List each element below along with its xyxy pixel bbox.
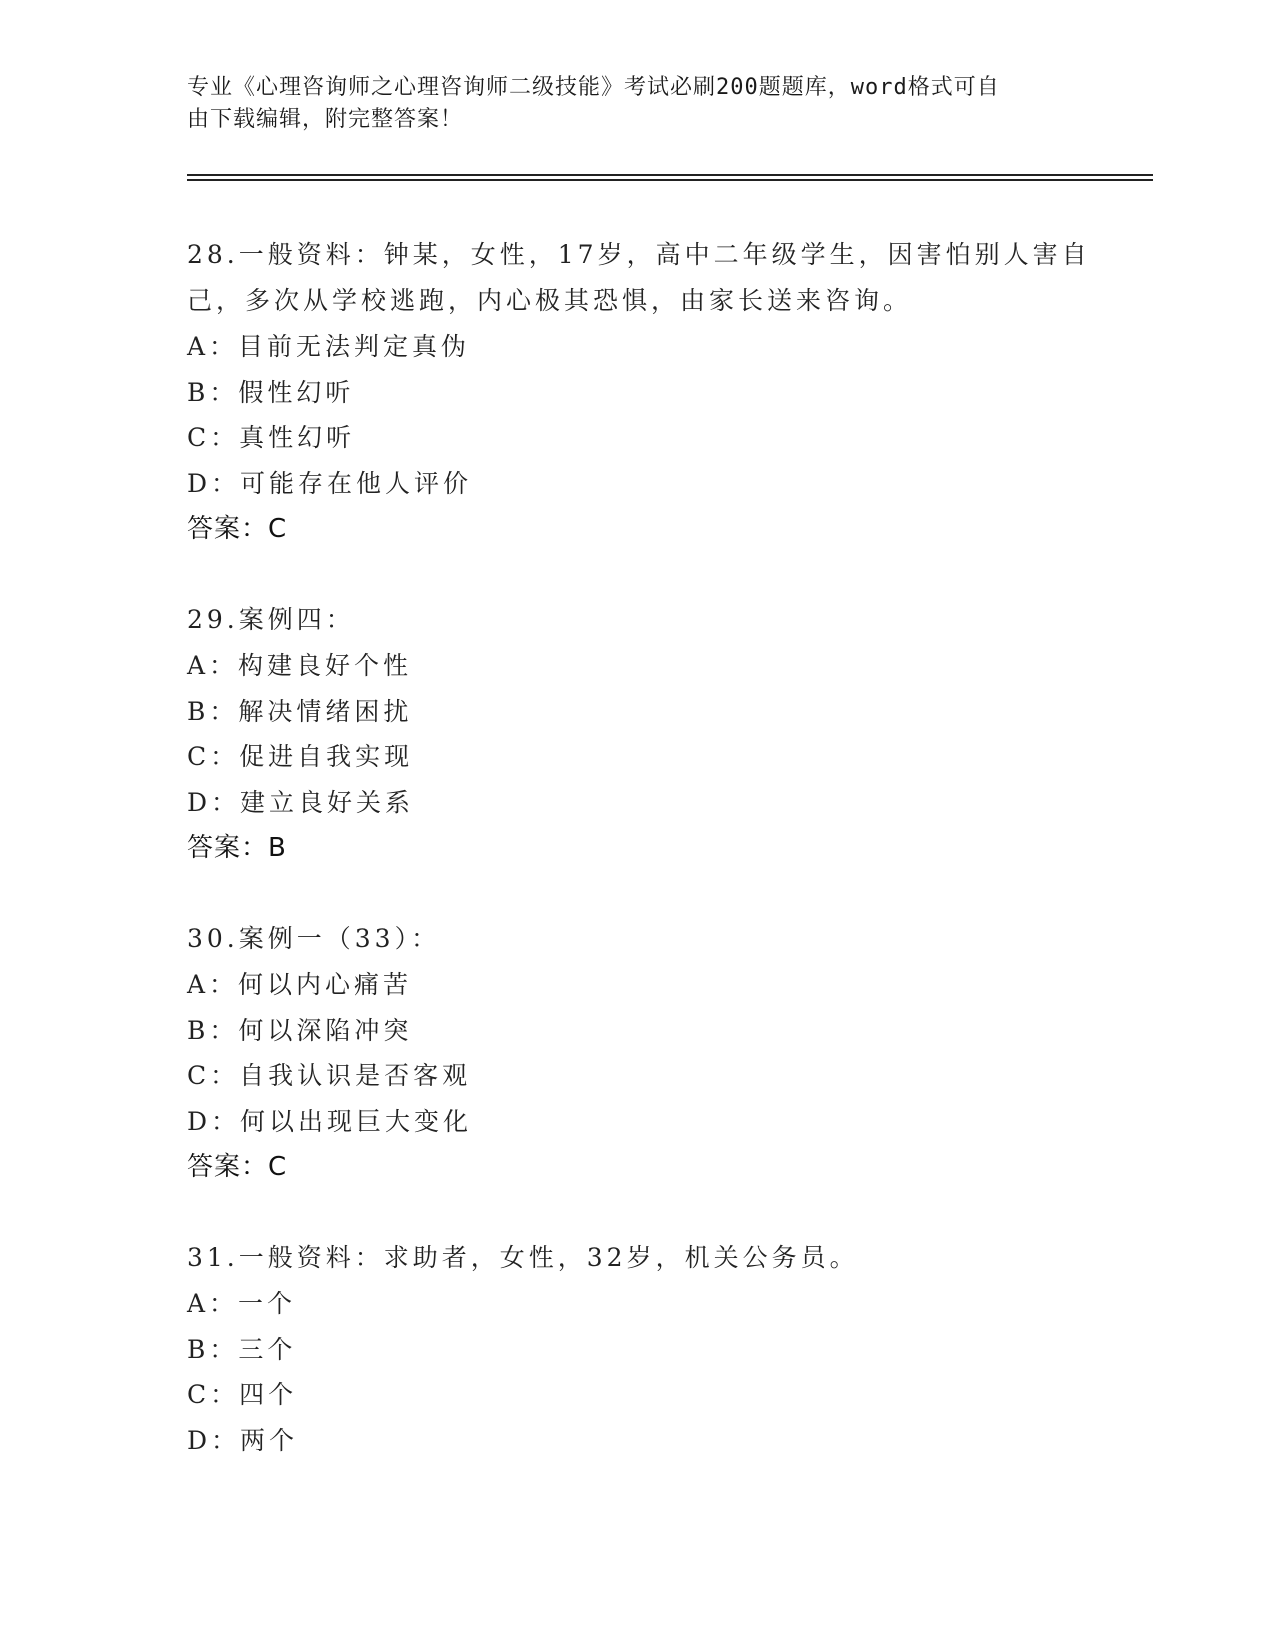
option-a: A：目前无法判定真伪 [187, 332, 471, 361]
option-d: D：建立良好关系 [187, 787, 415, 817]
question-stem: 31.一般资料：求助者，女性，32岁，机关公务员。 [187, 1243, 859, 1272]
option-d: D：可能存在他人评价 [187, 468, 473, 498]
option-a: A：何以内心痛苦 [187, 970, 413, 999]
question-31 [187, 1235, 1107, 1463]
option-d: D：两个 [187, 1425, 299, 1455]
header-divider-top [187, 174, 1153, 176]
question-stem-continued: 己，多次从学校逃跑，内心极其恐惧，由家长送来咨询。 [187, 286, 913, 315]
question-spacer [187, 871, 1107, 916]
option-b: B：三个 [187, 1334, 297, 1364]
option-c: C：自我认识是否客观 [187, 1061, 472, 1090]
option-b: B：解决情绪困扰 [187, 696, 413, 726]
option-a: A：一个 [187, 1289, 297, 1318]
question-stem: 30.案例一（33）： [187, 924, 441, 953]
question-list [187, 232, 1107, 1463]
option-d: D：何以出现巨大变化 [187, 1106, 473, 1136]
header-line-2: 由下载编辑，附完整答案！ [187, 107, 464, 132]
option-c: C：真性幻听 [187, 423, 356, 452]
question-29 [187, 597, 1107, 871]
document-header [187, 72, 1087, 136]
answer: 答案：C [187, 514, 288, 544]
question-30 [187, 916, 1107, 1190]
question-stem: 29.案例四： [187, 605, 355, 634]
option-c: C：促进自我实现 [187, 742, 414, 771]
option-b: B：假性幻听 [187, 377, 355, 407]
answer: 答案：C [187, 1152, 288, 1182]
question-spacer [187, 552, 1107, 597]
question-spacer [187, 1190, 1107, 1235]
option-a: A：构建良好个性 [187, 651, 413, 680]
answer: 答案：B [187, 833, 287, 863]
header-divider-bottom [187, 179, 1153, 181]
question-28 [187, 232, 1107, 552]
header-line-1: 专业《心理咨询师之心理咨询师二级技能》考试必刷200题题库，word格式可自 [187, 75, 1000, 100]
option-b: B：何以深陷冲突 [187, 1015, 413, 1045]
option-c: C：四个 [187, 1380, 298, 1409]
question-stem: 28.一般资料：钟某，女性，17岁，高中二年级学生，因害怕别人害自 [187, 240, 1091, 269]
